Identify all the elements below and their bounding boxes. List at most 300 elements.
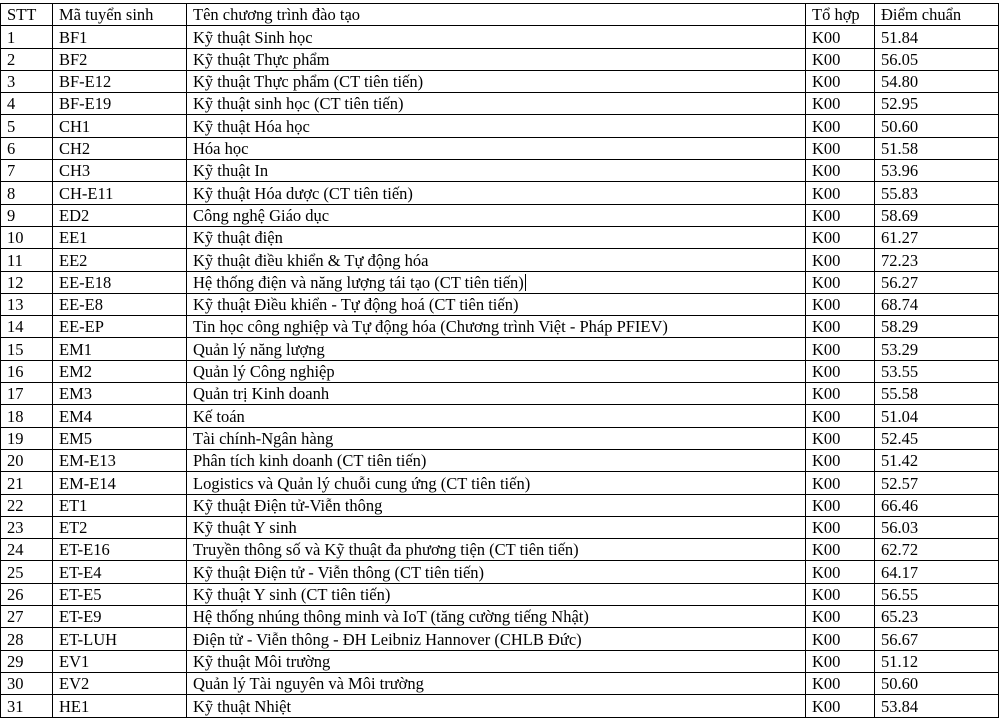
- table-row: [1, 316, 999, 338]
- cell-cutoff-score[interactable]: [875, 360, 999, 382]
- header-subject-group[interactable]: Tổ hợp: [806, 4, 875, 26]
- cell-stt-text: 18: [7, 406, 24, 426]
- table-row: [1, 606, 999, 628]
- cell-cutoff-score[interactable]: [875, 427, 999, 449]
- cell-program-name[interactable]: [187, 650, 806, 672]
- cell-stt[interactable]: [1, 606, 53, 628]
- cell-subject-group[interactable]: [806, 271, 875, 293]
- cell-admission-code[interactable]: [53, 249, 187, 271]
- cell-cutoff-score-text: 55.58: [881, 384, 919, 404]
- cell-subject-group[interactable]: [806, 160, 875, 182]
- cell-subject-group[interactable]: [806, 449, 875, 471]
- cell-stt[interactable]: [1, 405, 53, 427]
- cell-program-name-text: Logistics và Quản lý chuỗi cung ứng (CT tiên tiến): [193, 473, 531, 493]
- cell-admission-code[interactable]: [53, 93, 187, 115]
- cell-subject-group[interactable]: [806, 672, 875, 694]
- cell-program-name[interactable]: [187, 316, 806, 338]
- cell-admission-code[interactable]: [53, 606, 187, 628]
- cell-admission-code[interactable]: [53, 226, 187, 248]
- cell-stt-text: 26: [7, 585, 24, 605]
- cell-stt[interactable]: [1, 650, 53, 672]
- cell-program-name[interactable]: [187, 695, 806, 717]
- cell-subject-group[interactable]: [806, 628, 875, 650]
- cell-subject-group-text: K00: [812, 607, 841, 627]
- cell-admission-code[interactable]: [53, 70, 187, 92]
- cell-subject-group-text: K00: [812, 250, 841, 270]
- cell-program-name[interactable]: [187, 338, 806, 360]
- cell-stt[interactable]: [1, 137, 53, 159]
- cell-admission-code-text: EE1: [59, 228, 88, 248]
- table-row: [1, 695, 999, 717]
- cell-stt-text: 19: [7, 428, 24, 448]
- cell-cutoff-score[interactable]: [875, 93, 999, 115]
- cell-admission-code[interactable]: [53, 405, 187, 427]
- cell-cutoff-score[interactable]: [875, 26, 999, 48]
- cell-stt[interactable]: [1, 427, 53, 449]
- cell-cutoff-score-text: 51.04: [881, 406, 919, 426]
- cell-cutoff-score[interactable]: [875, 137, 999, 159]
- cell-program-name[interactable]: [187, 427, 806, 449]
- cell-subject-group[interactable]: [806, 561, 875, 583]
- cell-cutoff-score-text: 53.55: [881, 362, 919, 382]
- cell-subject-group[interactable]: [806, 338, 875, 360]
- cell-stt-text: 2: [7, 49, 16, 69]
- cell-subject-group-text: K00: [812, 228, 841, 248]
- cell-stt[interactable]: [1, 226, 53, 248]
- cell-subject-group[interactable]: [806, 70, 875, 92]
- cell-stt-text: 25: [7, 562, 24, 582]
- cell-subject-group-text: K00: [812, 339, 841, 359]
- cell-admission-code[interactable]: [53, 137, 187, 159]
- cell-cutoff-score-text: 66.46: [881, 495, 919, 515]
- cell-cutoff-score[interactable]: [875, 650, 999, 672]
- cell-admission-code[interactable]: [53, 204, 187, 226]
- table-row: [1, 628, 999, 650]
- cell-program-name-text: Điện tử - Viễn thông - ĐH Leibniz Hannover (CHLB Đức): [193, 629, 582, 649]
- cell-admission-code-text: CH1: [59, 116, 91, 136]
- cell-cutoff-score[interactable]: [875, 249, 999, 271]
- cell-subject-group-text: K00: [812, 406, 841, 426]
- cell-admission-code[interactable]: [53, 583, 187, 605]
- cell-admission-code[interactable]: [53, 561, 187, 583]
- cell-subject-group-text: K00: [812, 362, 841, 382]
- cell-stt-text: 31: [7, 696, 24, 716]
- cell-program-name[interactable]: [187, 48, 806, 70]
- table-row: [1, 360, 999, 382]
- cell-cutoff-score[interactable]: [875, 160, 999, 182]
- cell-subject-group-text: K00: [812, 629, 841, 649]
- cell-admission-code-text: ED2: [59, 205, 90, 225]
- table-row: [1, 249, 999, 271]
- table-row: [1, 70, 999, 92]
- cell-program-name[interactable]: [187, 160, 806, 182]
- cell-program-name[interactable]: [187, 204, 806, 226]
- cell-subject-group-text: K00: [812, 317, 841, 337]
- cell-program-name[interactable]: [187, 26, 806, 48]
- cell-subject-group-text: K00: [812, 94, 841, 114]
- cell-subject-group[interactable]: [806, 606, 875, 628]
- cell-cutoff-score-text: 56.03: [881, 518, 919, 538]
- cell-subject-group[interactable]: [806, 427, 875, 449]
- cell-subject-group-text: K00: [812, 49, 841, 69]
- cell-cutoff-score-text: 52.95: [881, 94, 919, 114]
- cell-admission-code-text: BF2: [59, 49, 88, 69]
- cell-subject-group[interactable]: [806, 26, 875, 48]
- cell-program-name[interactable]: [187, 561, 806, 583]
- cell-cutoff-score-text: 55.83: [881, 183, 919, 203]
- cell-subject-group-text: K00: [812, 295, 841, 315]
- cell-program-name[interactable]: [187, 672, 806, 694]
- cell-stt[interactable]: [1, 516, 53, 538]
- cell-cutoff-score[interactable]: [875, 449, 999, 471]
- table-row: [1, 561, 999, 583]
- cell-cutoff-score[interactable]: [875, 516, 999, 538]
- cell-subject-group-text: K00: [812, 183, 841, 203]
- cell-stt[interactable]: [1, 271, 53, 293]
- cell-program-name-text: Kỹ thuật Điều khiển - Tự động hoá (CT tiên tiến): [193, 295, 519, 315]
- cell-cutoff-score-text: 56.55: [881, 585, 919, 605]
- table-row: [1, 137, 999, 159]
- cell-program-name[interactable]: [187, 115, 806, 137]
- cell-cutoff-score-text: 51.58: [881, 139, 919, 159]
- cell-program-name[interactable]: [187, 539, 806, 561]
- cell-admission-code[interactable]: [53, 182, 187, 204]
- table-row: [1, 293, 999, 315]
- cell-admission-code-text: EV2: [59, 674, 90, 694]
- cell-subject-group[interactable]: [806, 48, 875, 70]
- cell-subject-group[interactable]: [806, 360, 875, 382]
- cell-admission-code-text: BF-E12: [59, 72, 112, 92]
- cell-subject-group[interactable]: [806, 695, 875, 717]
- cell-cutoff-score[interactable]: [875, 338, 999, 360]
- cell-admission-code[interactable]: [53, 427, 187, 449]
- cell-stt-text: 9: [7, 205, 16, 225]
- table-row: [1, 26, 999, 48]
- cell-admission-code-text: BF-E19: [59, 94, 112, 114]
- cell-cutoff-score-text: 62.72: [881, 540, 919, 560]
- header-admission-code[interactable]: Mã tuyển sinh: [53, 4, 187, 26]
- cell-program-name-text: Kỹ thuật điện: [193, 228, 283, 248]
- cell-stt[interactable]: [1, 293, 53, 315]
- cell-stt[interactable]: [1, 539, 53, 561]
- cell-admission-code[interactable]: [53, 160, 187, 182]
- cell-subject-group[interactable]: [806, 650, 875, 672]
- cell-admission-code[interactable]: [53, 539, 187, 561]
- cell-admission-code[interactable]: [53, 293, 187, 315]
- cell-subject-group[interactable]: [806, 93, 875, 115]
- cell-stt[interactable]: [1, 360, 53, 382]
- cell-admission-code-text: ET-LUH: [59, 629, 118, 649]
- cell-cutoff-score-text: 51.42: [881, 451, 919, 471]
- table-row: [1, 449, 999, 471]
- cell-subject-group[interactable]: [806, 383, 875, 405]
- cell-stt-text: 23: [7, 518, 24, 538]
- cell-subject-group[interactable]: [806, 405, 875, 427]
- cell-program-name[interactable]: [187, 271, 806, 293]
- cell-cutoff-score[interactable]: [875, 48, 999, 70]
- cell-stt[interactable]: [1, 472, 53, 494]
- header-stt[interactable]: STT: [1, 4, 53, 26]
- table-row: [1, 516, 999, 538]
- cell-stt[interactable]: [1, 628, 53, 650]
- cell-program-name[interactable]: [187, 93, 806, 115]
- cell-admission-code-text: HE1: [59, 696, 90, 716]
- cell-stt[interactable]: [1, 93, 53, 115]
- cell-stt[interactable]: [1, 383, 53, 405]
- cell-subject-group-text: K00: [812, 696, 841, 716]
- cell-program-name[interactable]: [187, 449, 806, 471]
- cell-cutoff-score[interactable]: [875, 115, 999, 137]
- cell-program-name[interactable]: [187, 494, 806, 516]
- cell-cutoff-score[interactable]: [875, 182, 999, 204]
- cell-stt[interactable]: [1, 204, 53, 226]
- cell-stt-text: 11: [7, 250, 23, 270]
- cell-program-name-text: Kỹ thuật Y sinh (CT tiên tiến): [193, 585, 391, 605]
- cell-program-name-text: Kỹ thuật sinh học (CT tiên tiến): [193, 94, 404, 114]
- table-row: [1, 115, 999, 137]
- cell-admission-code-text: ET-E4: [59, 562, 102, 582]
- table-row: [1, 93, 999, 115]
- cell-stt[interactable]: [1, 115, 53, 137]
- cell-program-name[interactable]: [187, 583, 806, 605]
- cell-program-name-text: Kỹ thuật Điện tử-Viễn thông: [193, 495, 383, 515]
- cell-stt-text: 28: [7, 629, 24, 649]
- cell-program-name-text: Quản lý Công nghiệp: [193, 362, 335, 382]
- cell-admission-code[interactable]: [53, 383, 187, 405]
- cell-cutoff-score-text: 50.60: [881, 674, 919, 694]
- cell-cutoff-score[interactable]: [875, 628, 999, 650]
- cell-admission-code-text: ET-E5: [59, 585, 102, 605]
- cell-admission-code[interactable]: [53, 360, 187, 382]
- cell-admission-code-text: EM3: [59, 384, 92, 404]
- cell-program-name-text: Quản lý Tài nguyên và Môi trường: [193, 674, 424, 694]
- cell-admission-code-text: ET1: [59, 495, 88, 515]
- cell-subject-group-text: K00: [812, 272, 841, 292]
- cell-subject-group[interactable]: [806, 583, 875, 605]
- table-row: [1, 427, 999, 449]
- cell-admission-code-text: CH3: [59, 161, 91, 181]
- cell-cutoff-score[interactable]: [875, 606, 999, 628]
- cell-cutoff-score[interactable]: [875, 226, 999, 248]
- cell-admission-code-text: EM5: [59, 428, 92, 448]
- cell-subject-group-text: K00: [812, 384, 841, 404]
- table-row: [1, 204, 999, 226]
- cell-cutoff-score[interactable]: [875, 672, 999, 694]
- cell-subject-group[interactable]: [806, 182, 875, 204]
- cell-stt[interactable]: [1, 695, 53, 717]
- header-program-name[interactable]: Tên chương trình đào tạo: [187, 4, 806, 26]
- cell-program-name-text: Kỹ thuật điều khiển & Tự động hóa: [193, 250, 429, 270]
- cell-program-name-text: Quản trị Kinh doanh: [193, 384, 330, 404]
- table-row: [1, 672, 999, 694]
- admission-scores-table: [0, 3, 999, 718]
- cell-stt-text: 7: [7, 161, 16, 181]
- cell-cutoff-score-text: 53.84: [881, 696, 919, 716]
- cell-program-name[interactable]: [187, 606, 806, 628]
- cell-cutoff-score[interactable]: [875, 405, 999, 427]
- cell-subject-group-text: K00: [812, 116, 841, 136]
- cell-admission-code[interactable]: [53, 516, 187, 538]
- cell-cutoff-score[interactable]: [875, 539, 999, 561]
- cell-subject-group-text: K00: [812, 651, 841, 671]
- cell-cutoff-score-text: 72.23: [881, 250, 919, 270]
- cell-program-name-text: Quản lý năng lượng: [193, 339, 325, 359]
- cell-stt-text: 12: [7, 272, 24, 292]
- cell-stt-text: 14: [7, 317, 24, 337]
- cell-cutoff-score[interactable]: [875, 494, 999, 516]
- cell-admission-code[interactable]: [53, 695, 187, 717]
- cell-cutoff-score-text: 50.60: [881, 116, 919, 136]
- cell-cutoff-score[interactable]: [875, 293, 999, 315]
- cell-stt[interactable]: [1, 561, 53, 583]
- cell-program-name-text: Kỹ thuật Môi trường: [193, 651, 331, 671]
- cell-admission-code[interactable]: [53, 628, 187, 650]
- cell-cutoff-score-text: 58.29: [881, 317, 919, 337]
- cell-stt[interactable]: [1, 316, 53, 338]
- cell-stt[interactable]: [1, 449, 53, 471]
- cell-admission-code[interactable]: [53, 48, 187, 70]
- cell-cutoff-score[interactable]: [875, 472, 999, 494]
- cell-stt[interactable]: [1, 583, 53, 605]
- cell-stt[interactable]: [1, 48, 53, 70]
- cell-program-name[interactable]: [187, 182, 806, 204]
- cell-stt-text: 1: [7, 27, 16, 47]
- cell-stt[interactable]: [1, 182, 53, 204]
- cell-subject-group[interactable]: [806, 249, 875, 271]
- table-row: [1, 383, 999, 405]
- cell-admission-code-text: EM4: [59, 406, 92, 426]
- table-row: [1, 583, 999, 605]
- cell-stt-text: 13: [7, 295, 24, 315]
- cell-cutoff-score-text: 65.23: [881, 607, 919, 627]
- cell-stt-text: 17: [7, 384, 24, 404]
- cell-program-name-text: Tài chính-Ngân hàng: [193, 428, 334, 448]
- cell-cutoff-score-text: 51.12: [881, 651, 919, 671]
- cell-stt-text: 3: [7, 72, 16, 92]
- cell-cutoff-score[interactable]: [875, 695, 999, 717]
- cell-cutoff-score-text: 52.57: [881, 473, 919, 493]
- cell-admission-code[interactable]: [53, 26, 187, 48]
- cell-subject-group[interactable]: [806, 316, 875, 338]
- cell-cutoff-score[interactable]: [875, 583, 999, 605]
- cell-admission-code[interactable]: [53, 449, 187, 471]
- cell-cutoff-score[interactable]: [875, 383, 999, 405]
- cell-subject-group[interactable]: [806, 137, 875, 159]
- cell-program-name[interactable]: [187, 628, 806, 650]
- cell-stt[interactable]: [1, 494, 53, 516]
- table-row: [1, 338, 999, 360]
- table-row: [1, 472, 999, 494]
- cell-program-name-text: Kỹ thuật Thực phẩm: [193, 49, 330, 69]
- cell-admission-code[interactable]: [53, 672, 187, 694]
- cell-admission-code[interactable]: [53, 472, 187, 494]
- cell-cutoff-score-text: 52.45: [881, 428, 919, 448]
- cell-subject-group-text: K00: [812, 674, 841, 694]
- cell-cutoff-score[interactable]: [875, 316, 999, 338]
- cell-subject-group[interactable]: [806, 115, 875, 137]
- text-cursor: [525, 274, 526, 291]
- cell-cutoff-score-text: 53.29: [881, 339, 919, 359]
- cell-stt-text: 16: [7, 362, 24, 382]
- table-row: [1, 48, 999, 70]
- table-row: [1, 182, 999, 204]
- cell-program-name-text: Kỹ thuật Sinh học: [193, 27, 313, 47]
- cell-program-name[interactable]: [187, 383, 806, 405]
- cell-admission-code-text: EE-E18: [59, 272, 112, 292]
- cell-program-name[interactable]: [187, 70, 806, 92]
- cell-program-name-text: Kỹ thuật Nhiệt: [193, 696, 292, 716]
- cell-program-name[interactable]: [187, 137, 806, 159]
- cell-program-name[interactable]: [187, 405, 806, 427]
- cell-subject-group[interactable]: [806, 516, 875, 538]
- cell-program-name[interactable]: [187, 226, 806, 248]
- cell-admission-code-text: CH2: [59, 139, 91, 159]
- cell-admission-code[interactable]: [53, 494, 187, 516]
- cell-admission-code-text: EM1: [59, 339, 92, 359]
- cell-admission-code-text: EM2: [59, 362, 92, 382]
- cell-admission-code[interactable]: [53, 115, 187, 137]
- cell-stt[interactable]: [1, 338, 53, 360]
- cell-program-name[interactable]: [187, 293, 806, 315]
- cell-program-name[interactable]: [187, 516, 806, 538]
- cell-subject-group-text: K00: [812, 518, 841, 538]
- cell-cutoff-score-text: 54.80: [881, 72, 919, 92]
- cell-cutoff-score-text: 64.17: [881, 562, 919, 582]
- cell-program-name-text: Kỹ thuật Hóa dược (CT tiên tiến): [193, 183, 413, 203]
- cell-cutoff-score[interactable]: [875, 70, 999, 92]
- cell-program-name-text: Kỹ thuật In: [193, 161, 269, 181]
- cell-stt[interactable]: [1, 26, 53, 48]
- cell-admission-code[interactable]: [53, 271, 187, 293]
- cell-stt[interactable]: [1, 249, 53, 271]
- cell-program-name-text: Phân tích kinh doanh (CT tiên tiến): [193, 451, 427, 471]
- cell-subject-group[interactable]: [806, 226, 875, 248]
- cell-admission-code[interactable]: [53, 338, 187, 360]
- cell-admission-code[interactable]: [53, 650, 187, 672]
- cell-cutoff-score[interactable]: [875, 271, 999, 293]
- cell-subject-group-text: K00: [812, 495, 841, 515]
- cell-stt-text: 30: [7, 674, 24, 694]
- cell-program-name-text: Truyền thông số và Kỹ thuật đa phương tiện (CT tiên tiến): [193, 540, 579, 560]
- cell-subject-group[interactable]: [806, 204, 875, 226]
- cell-subject-group[interactable]: [806, 472, 875, 494]
- cell-cutoff-score[interactable]: [875, 561, 999, 583]
- cell-cutoff-score-text: 56.05: [881, 49, 919, 69]
- cell-subject-group-text: K00: [812, 562, 841, 582]
- cell-subject-group[interactable]: [806, 293, 875, 315]
- cell-program-name-text: Tin học công nghiệp và Tự động hóa (Chương trình Việt - Pháp PFIEV): [193, 317, 668, 337]
- cell-admission-code-text: EE-EP: [59, 317, 104, 337]
- cell-subject-group-text: K00: [812, 428, 841, 448]
- cell-subject-group-text: K00: [812, 161, 841, 181]
- table-row: [1, 494, 999, 516]
- cell-stt-text: 5: [7, 116, 16, 136]
- cell-subject-group[interactable]: [806, 539, 875, 561]
- cell-subject-group[interactable]: [806, 494, 875, 516]
- cell-stt-text: 22: [7, 495, 24, 515]
- cell-admission-code[interactable]: [53, 316, 187, 338]
- cell-cutoff-score[interactable]: [875, 204, 999, 226]
- header-cutoff-score[interactable]: Điểm chuẩn: [875, 4, 999, 26]
- cell-program-name[interactable]: [187, 472, 806, 494]
- cell-program-name[interactable]: [187, 360, 806, 382]
- cell-admission-code-text: ET-E16: [59, 540, 110, 560]
- cell-stt[interactable]: [1, 160, 53, 182]
- cell-stt[interactable]: [1, 70, 53, 92]
- cell-cutoff-score-text: 58.69: [881, 205, 919, 225]
- cell-stt[interactable]: [1, 672, 53, 694]
- cell-program-name[interactable]: [187, 249, 806, 271]
